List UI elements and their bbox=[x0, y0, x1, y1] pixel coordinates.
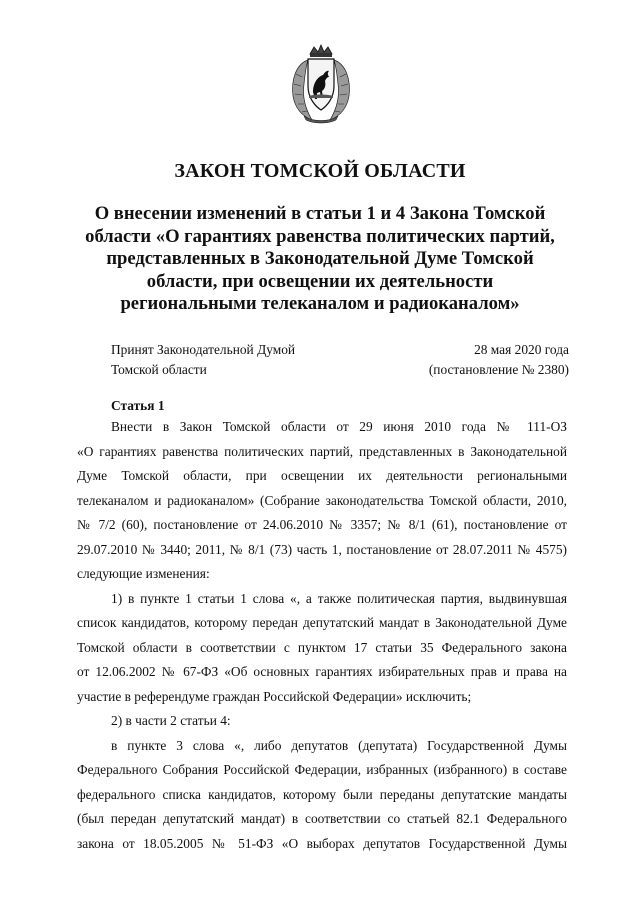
text-line: 1) в пункте 1 статьи 1 слова «, а также политическая партия, выдвинувшая bbox=[111, 590, 567, 606]
article-body bbox=[77, 415, 567, 856]
text-line: «О гарантиях равенства политических партий, представленных в Законодательной bbox=[77, 443, 567, 459]
text-line: федерального списка кандидатов, которому были переданы депутатские мандаты bbox=[77, 786, 567, 802]
adoption-date: 28 мая 2020 года bbox=[474, 342, 569, 357]
law-title: ЗАКОН ТОМСКОЙ ОБЛАСТИ bbox=[174, 160, 466, 182]
text-line: № 7/2 (60), постановление от 24.06.2010 № 3357; № 8/1 (61), постановление от bbox=[77, 517, 567, 532]
text-line: от 12.06.2002 № 67-ФЗ «Об основных гарантиях избирательных прав и права на bbox=[77, 664, 567, 679]
text-line: Внести в Закон Томской области от 29 июня 2010 года № 111-ОЗ bbox=[111, 419, 567, 434]
text-line: телеканалом и радиоканалом» (Собрание законодательства Томской области, 2010, bbox=[77, 492, 567, 508]
text-line: участие в референдуме граждан Российской Федерации» исключить; bbox=[77, 688, 472, 704]
text-line: (был передан депутатский мандат) в соответствии со статьей 82.1 Федерального bbox=[77, 811, 567, 826]
adoption-info bbox=[111, 340, 295, 380]
resolution-number: (постановление № 2380) bbox=[428, 362, 569, 377]
adopted-by-line2: Томской области bbox=[111, 362, 207, 377]
law-subtitle: О внесении изменений в статьи 1 и 4 Закона Томской области «О гарантиях равенства политических партий, представленных в Законодательной Думе Томской области, при освещении их деятельности региональными телеканалом и радиоканалом» bbox=[85, 203, 555, 314]
text-line: закона от 18.05.2005 № 51-ФЗ «О выборах депутатов Государственной Думы bbox=[77, 835, 567, 851]
text-line: Томской области в соответствии с пунктом 17 статьи 35 Федерального закона bbox=[77, 639, 567, 655]
text-line: следующие изменения: bbox=[77, 566, 210, 581]
adopted-by-line1: Принят Законодательной Думой bbox=[111, 342, 296, 357]
text-line: Федерального Собрания Российской Федерации, избранных (избранного) в составе bbox=[77, 762, 567, 777]
text-line: 2) в части 2 статьи 4: bbox=[111, 713, 231, 728]
text-line: список кандидатов, которому передан депутатский мандат в Законодательной Думе bbox=[77, 615, 567, 630]
adoption-date-block bbox=[429, 340, 569, 380]
text-line: в пункте 3 слова «, либо депутатов (депутата) Государственной Думы bbox=[111, 737, 567, 753]
text-line: Думе Томской области, при освещении их деятельности региональными bbox=[77, 468, 567, 483]
text-line: 29.07.2010 № 3440; 2011, № 8/1 (73) часть 1, постановление от 28.07.2011 № 4575) bbox=[77, 541, 567, 557]
article-heading: Статья 1 bbox=[111, 398, 165, 413]
tomsk-oblast-coat-of-arms-icon bbox=[288, 44, 354, 124]
